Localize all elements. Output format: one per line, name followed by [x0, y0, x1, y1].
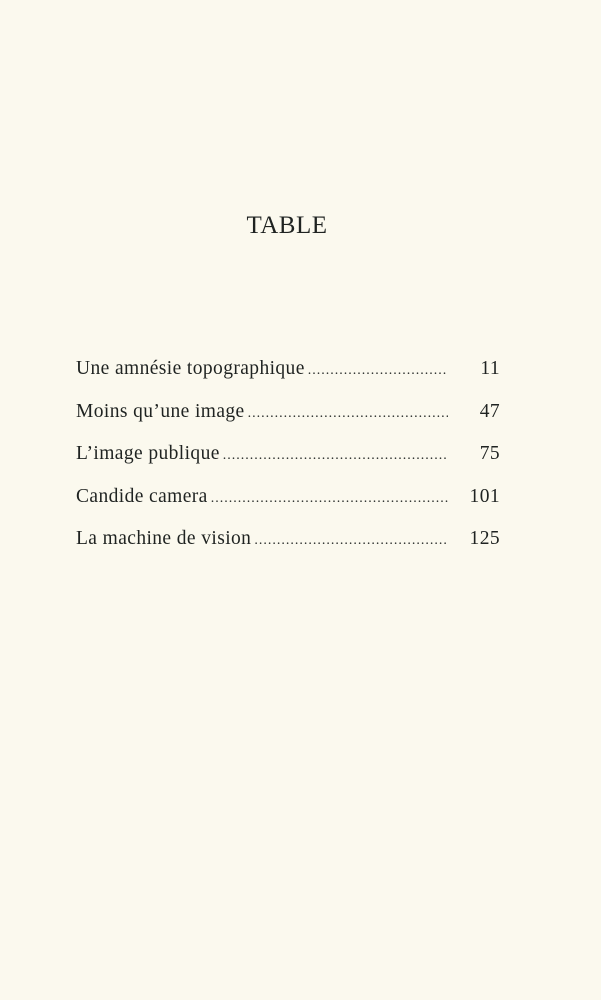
toc-entry-title: Une amnésie topographique	[76, 358, 305, 379]
toc-entry-page: 47	[479, 400, 500, 422]
toc-entry	[76, 443, 500, 486]
table-of-contents	[76, 358, 500, 571]
toc-entry-page: 125	[469, 528, 500, 549]
toc-entry-page: 101	[469, 485, 500, 507]
toc-entry-page: 75	[479, 443, 500, 464]
toc-entry-title: Candide camera	[76, 485, 208, 507]
toc-entry-title: La machine de vision	[76, 528, 252, 549]
dot-leader	[223, 448, 448, 464]
dot-leader	[211, 491, 448, 507]
toc-entry	[76, 528, 500, 571]
toc-entry	[76, 358, 500, 401]
dot-leader	[254, 533, 448, 549]
dot-leader	[308, 363, 448, 379]
toc-entry-page: 11	[480, 358, 500, 379]
dot-leader	[248, 406, 448, 422]
toc-entry	[76, 401, 500, 444]
toc-entry-title: L’image publique	[76, 443, 220, 464]
toc-entry	[76, 486, 500, 529]
toc-entry-title: Moins qu’une image	[76, 400, 245, 422]
page-title: TABLE	[246, 212, 328, 239]
